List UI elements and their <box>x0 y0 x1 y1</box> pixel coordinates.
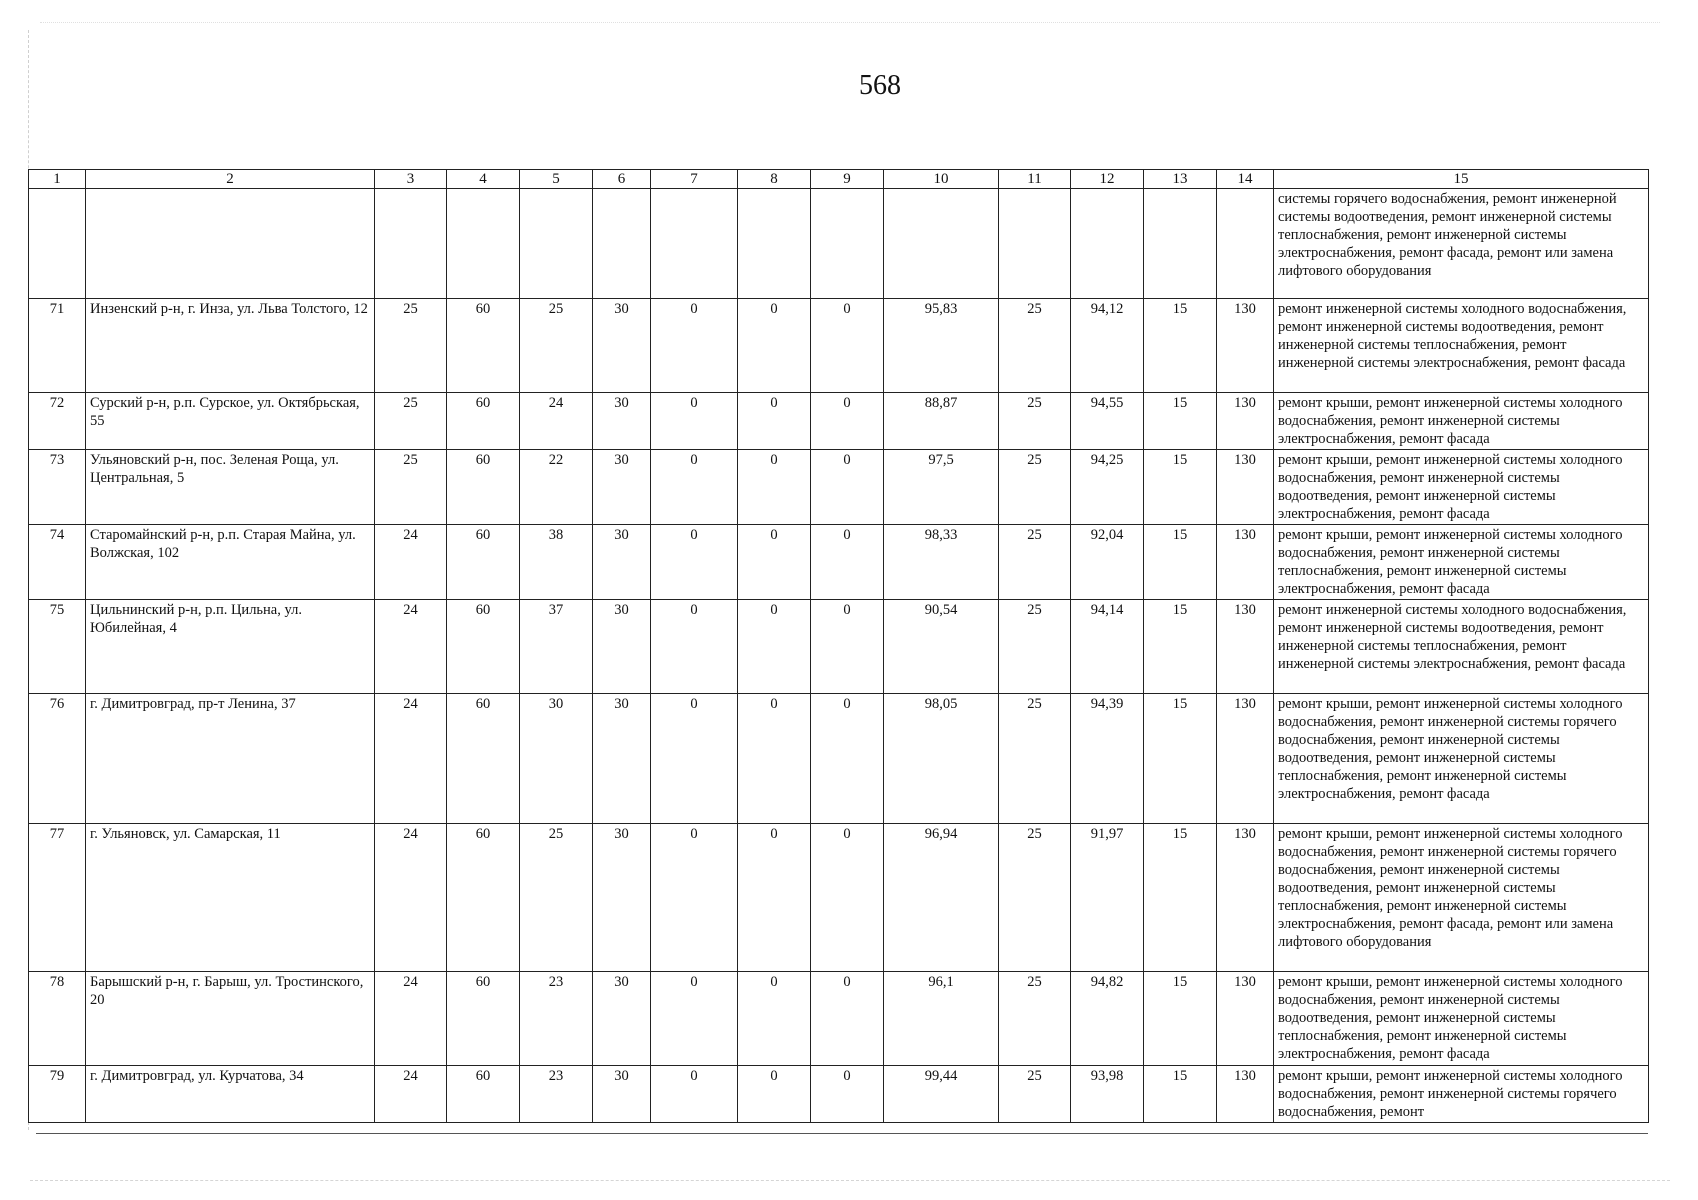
value-cell-c9: 0 <box>811 1066 884 1123</box>
works-cell: ремонт крыши, ремонт инженерной системы холодного водоснабжения, ремонт инженерной системы водоотведения, ремонт инженерной системы электроснабжения, ремонт фасада <box>1274 450 1649 525</box>
value-cell-c11: 25 <box>999 694 1071 824</box>
table-cell <box>593 189 651 299</box>
page-number: 568 <box>859 70 901 101</box>
column-header: 13 <box>1144 170 1217 189</box>
table-cell <box>999 189 1071 299</box>
works-cell: ремонт крыши, ремонт инженерной системы холодного водоснабжения, ремонт инженерной системы горячего водоснабжения, ремонт инженерной системы водоотведения, ремонт инженерной системы теплоснабжения, ремонт инженерной системы электроснабжения, ремонт фасада, ремонт или замена лифтового оборудования <box>1274 824 1649 972</box>
value-cell-c3: 25 <box>375 299 447 393</box>
column-header: 4 <box>447 170 520 189</box>
column-header: 2 <box>86 170 375 189</box>
value-cell-c12: 94,55 <box>1071 393 1144 450</box>
value-cell-c4: 60 <box>447 824 520 972</box>
value-cell-c11: 25 <box>999 450 1071 525</box>
table-cell <box>29 189 86 299</box>
value-cell-c5: 25 <box>520 824 593 972</box>
table-bottom-rule <box>36 1133 1648 1134</box>
value-cell-c5: 24 <box>520 393 593 450</box>
table-row <box>29 450 1649 525</box>
value-cell-c9: 0 <box>811 299 884 393</box>
value-cell-c14: 130 <box>1217 299 1274 393</box>
column-header: 6 <box>593 170 651 189</box>
table-cell <box>884 189 999 299</box>
table-row <box>29 525 1649 600</box>
address-cell: г. Димитровград, ул. Курчатова, 34 <box>86 1066 375 1123</box>
value-cell-c12: 93,98 <box>1071 1066 1144 1123</box>
value-cell-c7: 0 <box>651 1066 738 1123</box>
address-cell: Барышский р-н, г. Барыш, ул. Тростинского, 20 <box>86 972 375 1066</box>
value-cell-c13: 15 <box>1144 393 1217 450</box>
value-cell-c11: 25 <box>999 824 1071 972</box>
value-cell-c14: 130 <box>1217 450 1274 525</box>
value-cell-c6: 30 <box>593 393 651 450</box>
address-cell: Цильнинский р-н, р.п. Цильна, ул. Юбилейная, 4 <box>86 600 375 694</box>
value-cell-c13: 15 <box>1144 694 1217 824</box>
table-row <box>29 393 1649 450</box>
value-cell-c14: 130 <box>1217 525 1274 600</box>
value-cell-c9: 0 <box>811 972 884 1066</box>
value-cell-c6: 30 <box>593 299 651 393</box>
value-cell-c10: 96,94 <box>884 824 999 972</box>
column-header: 14 <box>1217 170 1274 189</box>
works-cell: ремонт инженерной системы холодного водоснабжения, ремонт инженерной системы водоотведения, ремонт инженерной системы теплоснабжения, ремонт инженерной системы электроснабжения, ремонт фасада <box>1274 299 1649 393</box>
table-cell <box>1217 189 1274 299</box>
column-header: 11 <box>999 170 1071 189</box>
column-header: 5 <box>520 170 593 189</box>
value-cell-c7: 0 <box>651 393 738 450</box>
value-cell-c12: 91,97 <box>1071 824 1144 972</box>
value-cell-c6: 30 <box>593 1066 651 1123</box>
table-cell <box>520 189 593 299</box>
value-cell-c9: 0 <box>811 450 884 525</box>
value-cell-c7: 0 <box>651 600 738 694</box>
column-header: 7 <box>651 170 738 189</box>
value-cell-c4: 60 <box>447 450 520 525</box>
value-cell-c11: 25 <box>999 972 1071 1066</box>
works-cell: ремонт инженерной системы холодного водоснабжения, ремонт инженерной системы водоотведения, ремонт инженерной системы теплоснабжения, ремонт инженерной системы электроснабжения, ремонт фасада <box>1274 600 1649 694</box>
column-header: 8 <box>738 170 811 189</box>
table-cell <box>86 189 375 299</box>
row-number-cell: 76 <box>29 694 86 824</box>
works-cell: ремонт крыши, ремонт инженерной системы холодного водоснабжения, ремонт инженерной системы горячего водоснабжения, ремонт <box>1274 1066 1649 1123</box>
address-cell: Ульяновский р-н, пос. Зеленая Роща, ул. Центральная, 5 <box>86 450 375 525</box>
value-cell-c6: 30 <box>593 694 651 824</box>
value-cell-c14: 130 <box>1217 600 1274 694</box>
value-cell-c4: 60 <box>447 1066 520 1123</box>
continuation-row <box>29 189 1649 299</box>
row-number-cell: 77 <box>29 824 86 972</box>
works-cell: ремонт крыши, ремонт инженерной системы холодного водоснабжения, ремонт инженерной системы водоотведения, ремонт инженерной системы теплоснабжения, ремонт инженерной системы электроснабжения, ремонт фасада <box>1274 972 1649 1066</box>
value-cell-c5: 37 <box>520 600 593 694</box>
column-header: 15 <box>1274 170 1649 189</box>
value-cell-c14: 130 <box>1217 1066 1274 1123</box>
column-number-header-row <box>29 170 1649 189</box>
value-cell-c4: 60 <box>447 525 520 600</box>
value-cell-c4: 60 <box>447 393 520 450</box>
value-cell-c4: 60 <box>447 299 520 393</box>
scan-artifact-top <box>40 22 1660 23</box>
column-header: 3 <box>375 170 447 189</box>
address-cell: Инзенский р-н, г. Инза, ул. Льва Толстого, 12 <box>86 299 375 393</box>
scan-artifact-bottom-edge <box>30 1180 1670 1181</box>
table-cell <box>651 189 738 299</box>
value-cell-c6: 30 <box>593 824 651 972</box>
table-row <box>29 299 1649 393</box>
value-cell-c3: 25 <box>375 393 447 450</box>
value-cell-c10: 98,05 <box>884 694 999 824</box>
table-cell <box>811 189 884 299</box>
row-number-cell: 75 <box>29 600 86 694</box>
value-cell-c3: 24 <box>375 694 447 824</box>
value-cell-c14: 130 <box>1217 972 1274 1066</box>
value-cell-c5: 30 <box>520 694 593 824</box>
value-cell-c9: 0 <box>811 694 884 824</box>
value-cell-c13: 15 <box>1144 600 1217 694</box>
value-cell-c10: 90,54 <box>884 600 999 694</box>
value-cell-c12: 94,12 <box>1071 299 1144 393</box>
column-header: 9 <box>811 170 884 189</box>
table-row <box>29 972 1649 1066</box>
value-cell-c13: 15 <box>1144 824 1217 972</box>
column-header: 12 <box>1071 170 1144 189</box>
value-cell-c7: 0 <box>651 525 738 600</box>
value-cell-c8: 0 <box>738 600 811 694</box>
value-cell-c8: 0 <box>738 299 811 393</box>
value-cell-c10: 96,1 <box>884 972 999 1066</box>
works-cell: ремонт крыши, ремонт инженерной системы холодного водоснабжения, ремонт инженерной системы горячего водоснабжения, ремонт инженерной системы водоотведения, ремонт инженерной системы теплоснабжения, ремонт инженерной системы электроснабжения, ремонт фасада <box>1274 694 1649 824</box>
repair-register-table <box>28 169 1649 1123</box>
value-cell-c10: 88,87 <box>884 393 999 450</box>
value-cell-c3: 24 <box>375 525 447 600</box>
value-cell-c14: 130 <box>1217 694 1274 824</box>
value-cell-c8: 0 <box>738 694 811 824</box>
value-cell-c9: 0 <box>811 600 884 694</box>
value-cell-c13: 15 <box>1144 1066 1217 1123</box>
table-row <box>29 694 1649 824</box>
value-cell-c11: 25 <box>999 1066 1071 1123</box>
address-cell: Старомайнский р-н, р.п. Старая Майна, ул. Волжская, 102 <box>86 525 375 600</box>
value-cell-c8: 0 <box>738 824 811 972</box>
value-cell-c4: 60 <box>447 972 520 1066</box>
value-cell-c7: 0 <box>651 972 738 1066</box>
table-row <box>29 1066 1649 1123</box>
value-cell-c6: 30 <box>593 600 651 694</box>
value-cell-c3: 24 <box>375 600 447 694</box>
value-cell-c10: 97,5 <box>884 450 999 525</box>
row-number-cell: 74 <box>29 525 86 600</box>
value-cell-c6: 30 <box>593 525 651 600</box>
row-number-cell: 79 <box>29 1066 86 1123</box>
value-cell-c12: 94,82 <box>1071 972 1144 1066</box>
value-cell-c11: 25 <box>999 525 1071 600</box>
table-row <box>29 600 1649 694</box>
value-cell-c8: 0 <box>738 1066 811 1123</box>
value-cell-c8: 0 <box>738 525 811 600</box>
value-cell-c7: 0 <box>651 694 738 824</box>
value-cell-c13: 15 <box>1144 972 1217 1066</box>
value-cell-c3: 25 <box>375 450 447 525</box>
value-cell-c4: 60 <box>447 694 520 824</box>
value-cell-c13: 15 <box>1144 525 1217 600</box>
value-cell-c13: 15 <box>1144 450 1217 525</box>
value-cell-c12: 92,04 <box>1071 525 1144 600</box>
value-cell-c12: 94,14 <box>1071 600 1144 694</box>
value-cell-c5: 38 <box>520 525 593 600</box>
value-cell-c9: 0 <box>811 824 884 972</box>
value-cell-c3: 24 <box>375 824 447 972</box>
value-cell-c11: 25 <box>999 600 1071 694</box>
value-cell-c14: 130 <box>1217 824 1274 972</box>
value-cell-c9: 0 <box>811 525 884 600</box>
value-cell-c9: 0 <box>811 393 884 450</box>
value-cell-c3: 24 <box>375 972 447 1066</box>
value-cell-c5: 23 <box>520 972 593 1066</box>
table-cell <box>1071 189 1144 299</box>
value-cell-c8: 0 <box>738 972 811 1066</box>
value-cell-c11: 25 <box>999 393 1071 450</box>
address-cell: г. Димитровград, пр-т Ленина, 37 <box>86 694 375 824</box>
value-cell-c10: 95,83 <box>884 299 999 393</box>
row-number-cell: 73 <box>29 450 86 525</box>
table-cell <box>447 189 520 299</box>
value-cell-c5: 25 <box>520 299 593 393</box>
column-header: 1 <box>29 170 86 189</box>
value-cell-c7: 0 <box>651 299 738 393</box>
column-header: 10 <box>884 170 999 189</box>
row-number-cell: 71 <box>29 299 86 393</box>
value-cell-c5: 23 <box>520 1066 593 1123</box>
table-cell <box>738 189 811 299</box>
address-cell: Сурский р-н, р.п. Сурское, ул. Октябрьская, 55 <box>86 393 375 450</box>
works-cell: ремонт крыши, ремонт инженерной системы холодного водоснабжения, ремонт инженерной системы теплоснабжения, ремонт инженерной системы электроснабжения, ремонт фасада <box>1274 525 1649 600</box>
value-cell-c6: 30 <box>593 972 651 1066</box>
value-cell-c12: 94,25 <box>1071 450 1144 525</box>
address-cell: г. Ульяновск, ул. Самарская, 11 <box>86 824 375 972</box>
value-cell-c7: 0 <box>651 824 738 972</box>
value-cell-c4: 60 <box>447 600 520 694</box>
table-cell <box>375 189 447 299</box>
works-cell: ремонт крыши, ремонт инженерной системы холодного водоснабжения, ремонт инженерной системы электроснабжения, ремонт фасада <box>1274 393 1649 450</box>
row-number-cell: 72 <box>29 393 86 450</box>
value-cell-c5: 22 <box>520 450 593 525</box>
value-cell-c3: 24 <box>375 1066 447 1123</box>
value-cell-c10: 98,33 <box>884 525 999 600</box>
value-cell-c8: 0 <box>738 393 811 450</box>
value-cell-c11: 25 <box>999 299 1071 393</box>
table-row <box>29 824 1649 972</box>
table-cell <box>1144 189 1217 299</box>
value-cell-c6: 30 <box>593 450 651 525</box>
value-cell-c14: 130 <box>1217 393 1274 450</box>
value-cell-c10: 99,44 <box>884 1066 999 1123</box>
value-cell-c13: 15 <box>1144 299 1217 393</box>
works-cell: системы горячего водоснабжения, ремонт инженерной системы водоотведения, ремонт инженерной системы теплоснабжения, ремонт инженерной системы электроснабжения, ремонт фасада, ремонт или замена лифтового оборудования <box>1274 189 1649 299</box>
value-cell-c7: 0 <box>651 450 738 525</box>
row-number-cell: 78 <box>29 972 86 1066</box>
value-cell-c8: 0 <box>738 450 811 525</box>
value-cell-c12: 94,39 <box>1071 694 1144 824</box>
